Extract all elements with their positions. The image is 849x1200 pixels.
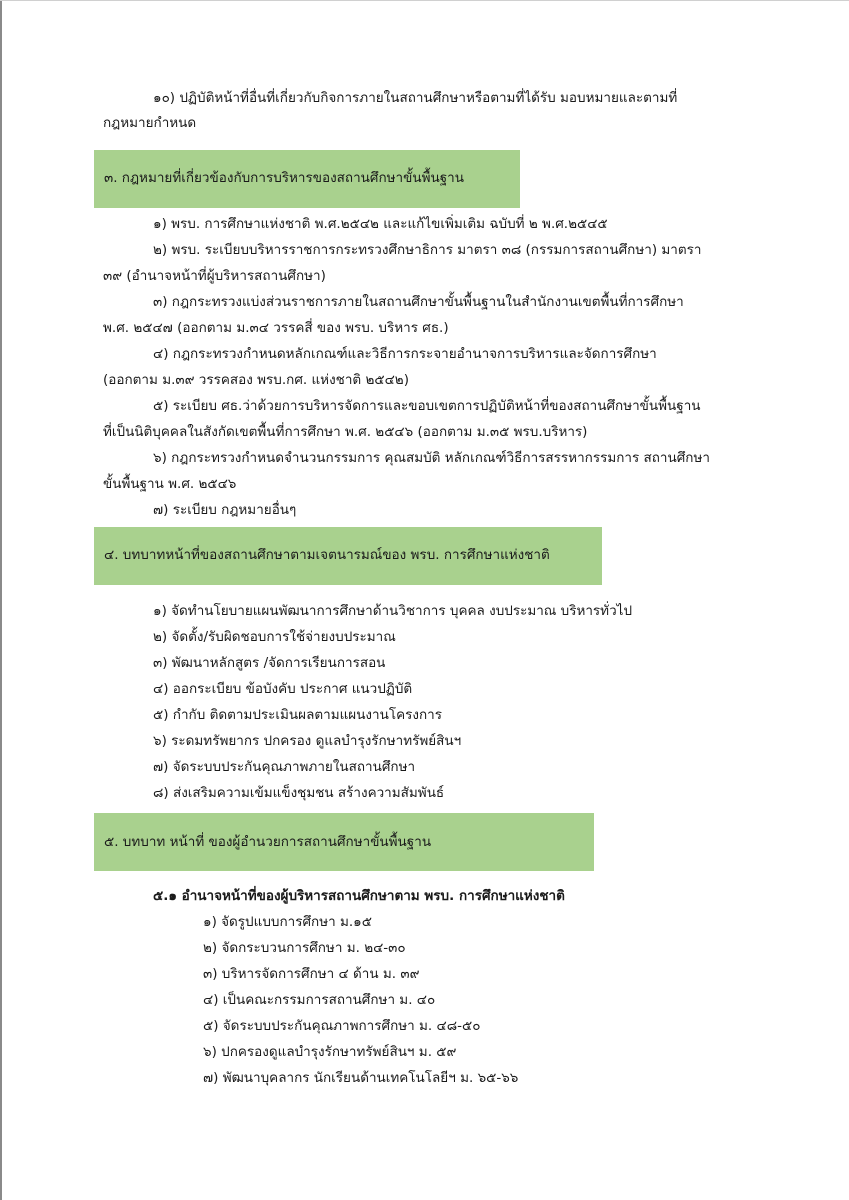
section-5-item: ๕) จัดระบบประกันคุณภาพการศึกษา ม. ๔๘-๕๐ (203, 1018, 481, 1034)
section-5-item: ๒) จัดกระบวนการศึกษา ม. ๒๔-๓๐ (203, 940, 406, 956)
section-4-item: ๘) ส่งเสริมความเข้มแข็งชุมชน สร้างความสัมพันธ์ (153, 785, 445, 801)
section-4-item: ๒) จัดตั้ง/รับผิดชอบการใช้จ่ายงบประมาณ (153, 629, 396, 645)
section-3-line: ๔) กฎกระทรวงกำหนดหลักเกณฑ์และวิธีการกระจายอำนาจการบริหารและจัดการศึกษา (153, 346, 657, 362)
section-3-heading-band (94, 150, 520, 208)
page-left-edge (0, 0, 2, 1200)
section-4-item: ๓) พัฒนาหลักสูตร /จัดการเรียนการสอน (153, 655, 386, 671)
intro-line-2: กฎหมายกำหนด (103, 115, 197, 131)
section-4-heading-band (94, 527, 602, 585)
section-5-item: ๗) พัฒนาบุคลากร นักเรียนด้านเทคโนโลยีฯ ม. ๖๕-๖๖ (203, 1070, 519, 1086)
section-4-item: ๖) ระดมทรัพยากร ปกครอง ดูแลบำรุงรักษาทรัพย์สินฯ (153, 733, 462, 749)
section-3-line: พ.ศ. ๒๕๔๗ (ออกตาม ม.๓๔ วรรคสี่ ของ พรบ. บริหาร ศธ.) (103, 320, 449, 336)
section-3-line: ๕) ระเบียบ ศธ.ว่าด้วยการบริหารจัดการและขอบเขตการปฏิบัติหน้าที่ของสถานศึกษาขั้นพื้นฐาน (153, 398, 701, 414)
section-3-heading: ๓. กฎหมายที่เกี่ยวข้องกับการบริหารของสถานศึกษาขั้นพื้นฐาน (104, 170, 464, 186)
section-4-heading: ๔. บทบาทหน้าที่ของสถานศึกษาตามเจตนารมณ์ของ พรบ. การศึกษาแห่งชาติ (104, 547, 550, 563)
section-5-item: ๑) จัดรูปแบบการศึกษา ม.๑๕ (203, 914, 372, 930)
section-3-line: ๗) ระเบียบ กฎหมายอื่นๆ (153, 502, 297, 518)
section-3-line: ขั้นพื้นฐาน พ.ศ. ๒๕๔๖ (103, 476, 237, 492)
section-3-line: ที่เป็นนิติบุคคลในสังกัดเขตพื้นที่การศึกษา พ.ศ. ๒๕๔๖ (ออกตาม ม.๓๕ พรบ.บริหาร) (103, 424, 588, 440)
section-4-item: ๗) จัดระบบประกันคุณภาพภายในสถานศึกษา (153, 759, 416, 775)
section-4-item: ๑) จัดทำนโยบายแผนพัฒนาการศึกษาด้านวิชาการ บุคคล งบประมาณ บริหารทั่วไป (153, 603, 633, 619)
section-3-line: (ออกตาม ม.๓๙ วรรคสอง พรบ.กศ. แห่งชาติ ๒๕๔๒) (103, 372, 409, 388)
intro-line-1: ๑๐) ปฏิบัติหน้าที่อื่นที่เกี่ยวกับกิจการภายในสถานศึกษาหรือตามที่ได้รับ มอบหมายและตามที่ (153, 90, 678, 106)
section-3-line: ๓) กฎกระทรวงแบ่งส่วนราชการภายในสถานศึกษาขั้นพื้นฐานในสำนักงานเขตพื้นที่การศึกษา (153, 294, 684, 310)
section-4-item: ๔) ออกระเบียบ ข้อบังคับ ประกาศ แนวปฏิบัติ (153, 681, 413, 697)
section-5-1-heading: ๕.๑ อำนาจหน้าที่ของผู้บริหารสถานศึกษาตาม พรบ. การศึกษาแห่งชาติ (153, 888, 565, 904)
section-5-heading-band (94, 813, 594, 871)
page-top-edge (0, 0, 849, 1)
section-3-line: ๖) กฎกระทรวงกำหนดจำนวนกรรมการ คุณสมบัติ หลักเกณฑ์วิธีการสรรหากรรมการ สถานศึกษา (153, 450, 710, 466)
section-5-item: ๖) ปกครองดูแลบำรุงรักษาทรัพย์สินฯ ม. ๕๙ (203, 1044, 457, 1060)
section-3-line: ๒) พรบ. ระเบียบบริหารราชการกระทรวงศึกษาธิการ มาตรา ๓๘ (กรรมการสถานศึกษา) มาตรา (153, 242, 702, 258)
section-5-item: ๔) เป็นคณะกรรมการสถานศึกษา ม. ๔๐ (203, 992, 436, 1008)
section-3-line: ๑) พรบ. การศึกษาแห่งชาติ พ.ศ.๒๕๔๒ และแก้ไขเพิ่มเติม ฉบับที่ ๒ พ.ศ.๒๕๔๕ (153, 216, 608, 232)
section-4-item: ๕) กำกับ ติดตามประเมินผลตามแผนงานโครงการ (153, 707, 442, 723)
section-3-line: ๓๙ (อำนาจหน้าที่ผู้บริหารสถานศึกษา) (103, 268, 326, 284)
section-5-item: ๓) บริหารจัดการศึกษา ๔ ด้าน ม. ๓๙ (203, 966, 420, 982)
section-5-heading: ๕. บทบาท หน้าที่ ของผู้อำนวยการสถานศึกษาขั้นพื้นฐาน (104, 834, 432, 850)
